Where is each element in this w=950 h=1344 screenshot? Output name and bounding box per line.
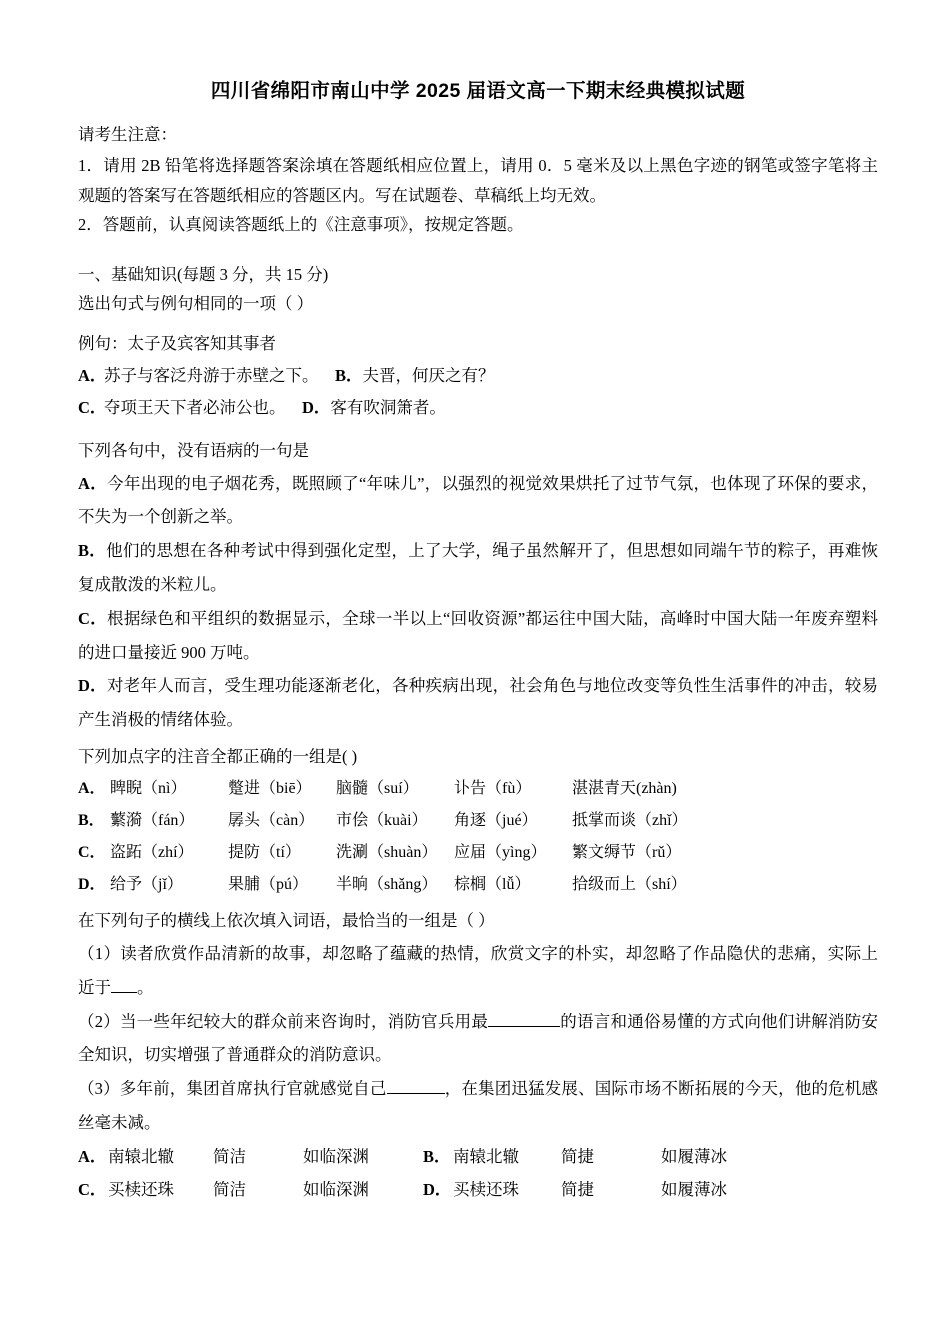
answer-label-b: B．: [423, 1146, 451, 1166]
option-label-d: D．: [78, 676, 107, 696]
choice-text-b: 夫晋，何厌之有？: [362, 366, 495, 386]
pinyin-b-2: 孱头（càn）: [228, 812, 315, 830]
notice-item-1: 1．请用 2B 铅笔将选择题答案涂填在答题纸相应位置上，请用 0．5 毫米及以上黑色字迹的钢笔或签字笔将主观题的答案写在答题纸相应的答题区内。写在试题卷、草稿纸上均无效。: [78, 156, 878, 205]
question-3-row-d: [78, 869, 878, 901]
question-4-item-2-pre: （2）当一些年纪较大的群众前来咨询时，消防官兵用最: [78, 1011, 489, 1031]
section-title: 一、基础知识(每题 3 分，共 15 分): [78, 265, 329, 285]
pinyin-a-2: 蹩进（biē）: [228, 780, 312, 798]
question-4-item-3: [78, 1072, 878, 1140]
question-4-item-3-pre: （3）多年前，集团首席执行官就感觉自己: [78, 1079, 387, 1099]
question-3-row-b: [78, 805, 878, 837]
answer-b-1: 南辕北辙: [453, 1146, 519, 1166]
question-1-stem: 选出句式与例句相同的一项（ ）: [78, 293, 314, 313]
choice-text-d: 客有吹洞箫者。: [330, 398, 446, 418]
answer-d-2: 简捷: [561, 1179, 594, 1199]
pinyin-b-5: 抵掌而谈（zhǐ）: [572, 812, 688, 830]
question-3-row-c: [78, 837, 878, 869]
question-2-option-d: [78, 669, 878, 737]
question-4-answer-row-1: [78, 1140, 878, 1173]
question-2-option-c: [78, 602, 878, 670]
fill-blank-3[interactable]: [387, 1093, 445, 1094]
option-text-d: 对老年人而言，受生理功能逐渐老化，各种疾病出现，社会角色与地位改变等负性生活事件的冲击，较易产生消极的情绪体验。: [78, 676, 878, 730]
page-title: 四川省绵阳市南山中学 2025 届语文高一下期末经典模拟试题: [210, 80, 746, 102]
notice-heading: 请考生注意：: [78, 125, 177, 145]
pinyin-a-3: 脑髓（suí）: [336, 780, 419, 798]
fill-blank-1[interactable]: [111, 992, 137, 993]
answer-c-1: 买椟还珠: [108, 1179, 174, 1199]
pinyin-b-3: 市侩（kuài）: [336, 812, 428, 830]
choice-text-c: 夺项王天下者必沛公也。: [104, 398, 286, 418]
question-4-answer-row-2: [78, 1173, 878, 1206]
pinyin-a-5: 湛湛青天(zhàn): [572, 780, 677, 798]
question-3-stem: 下列加点字的注音全都正确的一组是( ): [78, 747, 358, 767]
question-4-item-1: [78, 937, 878, 1005]
question-4-item-1-pre: （1）读者欣赏作品清新的故事，却忽略了蕴藏的热情，欣赏文字的朴实，却忽略了作品隐伏的悲痛，实际上近于: [78, 944, 878, 997]
pinyin-c-3: 洗涮（shuàn）: [336, 844, 438, 862]
answer-c-2: 简洁: [213, 1179, 246, 1199]
question-4-stem: 在下列句子的横线上依次填入词语，最恰当的一组是（ ）: [78, 911, 495, 931]
option-label-c: C．: [78, 608, 108, 628]
answer-label-d: D．: [423, 1179, 452, 1199]
pinyin-d-2: 果脯（pú）: [228, 876, 309, 894]
question-1-example: 例句：太子及宾客知其事者: [78, 334, 276, 354]
question-2-option-a: [78, 467, 878, 535]
choice-text-a: 苏子与客泛舟游于赤壁之下。: [104, 366, 319, 386]
option-text-b: 他们的思想在各种考试中得到强化定型，上了大学，绳子虽然解开了，但思想如同端午节的粽子，再难恢复成散泼的米粒儿。: [78, 541, 879, 594]
question-4-item-1-post: 。: [137, 977, 154, 997]
pinyin-label-c: C．: [78, 844, 106, 862]
answer-a-2: 简洁: [213, 1146, 246, 1166]
answer-c-3: 如临深渊: [303, 1179, 369, 1199]
pinyin-label-d: D．: [78, 876, 106, 894]
fill-blank-2[interactable]: [488, 1026, 560, 1027]
answer-b-3: 如履薄冰: [661, 1146, 727, 1166]
pinyin-b-4: 角逐（jué）: [454, 812, 538, 830]
pinyin-a-4: 讣告（fù）: [454, 780, 532, 798]
option-text-c: 根据绿色和平组织的数据显示，全球一半以上“回收资源”都运往中国大陆，高峰时中国大陆一年废弃塑料的进口量接近 900 万吨。: [78, 608, 878, 662]
pinyin-d-1: 给予（jǐ）: [110, 876, 183, 894]
pinyin-label-b: B．: [78, 812, 105, 830]
choice-label-d: D．: [302, 398, 331, 418]
pinyin-c-4: 应届（yìng）: [454, 844, 547, 862]
answer-b-2: 简捷: [561, 1146, 594, 1166]
answer-d-1: 买椟还珠: [453, 1179, 519, 1199]
pinyin-d-3: 半晌（shǎng）: [336, 876, 438, 894]
option-label-b: B．: [78, 541, 107, 561]
notice-item-2: 2．答题前，认真阅读答题纸上的《注意事项》，按规定答题。: [78, 215, 524, 235]
pinyin-c-2: 提防（tí）: [228, 844, 301, 862]
answer-label-c: C．: [78, 1179, 107, 1199]
option-text-a: 今年出现的电子烟花秀，既照顾了“年味儿”，以强烈的视觉效果烘托了过节气氛，也体现了环保的要求，不失为一个创新之举。: [78, 473, 878, 527]
question-2-stem: 下列各句中，没有语病的一句是: [78, 440, 309, 460]
answer-a-3: 如临深渊: [303, 1146, 369, 1166]
question-4-item-3-post: ，在集团迅猛发展、国际市场不断拓展的今天，他的危机感丝毫未减。: [78, 1079, 879, 1133]
pinyin-d-5: 拾级而上（shí）: [572, 876, 687, 894]
answer-label-a: A．: [78, 1146, 107, 1166]
choice-label-b: B．: [335, 366, 363, 386]
question-4-item-2: [78, 1005, 878, 1073]
pinyin-a-1: 睥睨（nì）: [110, 780, 187, 798]
choice-label-a: A．: [78, 366, 107, 386]
answer-d-3: 如履薄冰: [661, 1179, 727, 1199]
question-4-item-2-post: 的语言和通俗易懂的方式向他们讲解消防安全知识，切实增强了普通群众的消防意识。: [78, 1011, 879, 1065]
question-1-choice-row-2: [78, 392, 878, 424]
question-3-row-a: [78, 773, 878, 805]
question-1-choice-row-1: [78, 360, 878, 392]
pinyin-d-4: 棕榈（lǚ）: [454, 876, 531, 894]
choice-label-c: C．: [78, 398, 107, 418]
option-label-a: A．: [78, 473, 108, 493]
question-2-option-b: [78, 534, 878, 602]
pinyin-c-1: 盗跖（zhí）: [110, 844, 194, 862]
pinyin-c-5: 繁文缛节（rǔ）: [572, 844, 682, 862]
answer-a-1: 南辕北辙: [108, 1146, 174, 1166]
pinyin-label-a: A．: [78, 780, 106, 798]
pinyin-b-1: 蘩漪（fán）: [110, 812, 195, 830]
